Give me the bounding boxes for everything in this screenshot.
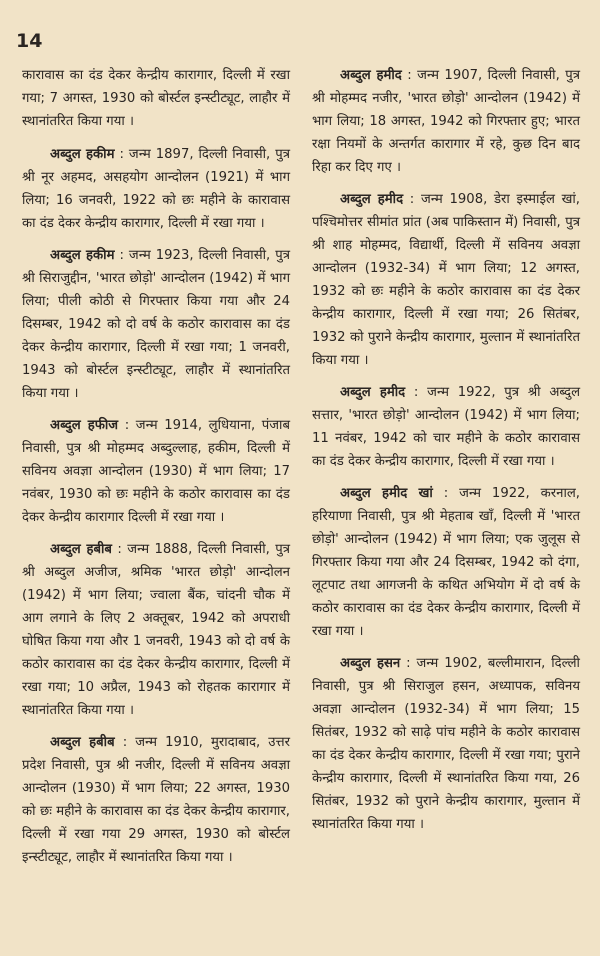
- entry-name: अब्दुल हबीब: [50, 542, 112, 557]
- page-number: 14: [16, 30, 43, 52]
- continued-text: कारावास का दंड देकर केन्द्रीय कारागार, दिल्ली में रखा गया; 7 अगस्त, 1930 को बोर्स्टल इन्स्टीट्यूट, लाहौर में स्थानांतरित किया गया ।: [22, 68, 290, 129]
- entry-text: : जन्म 1922, पुत्र श्री अब्दुल सत्तार, 'भारत छोड़ो' आन्दोलन (1942) में भाग लिया; 11 नवंबर, 1942 को चार महीने के कठोर कारावास का दंड देकर केन्द्रीय कारागार, दिल्ली में रखा गया ।: [312, 385, 581, 469]
- entry-text: : जन्म 1888, दिल्ली निवासी, पुत्र श्री अब्दुल अजीज, श्रमिक 'भारत छोड़ो' आन्दोलन (1942) में भाग लिया; ज्वाला बैंक, चांदनी चौक में आग लगाने के लिए 2 अक्तूबर, 1942 को अपराधी घोषित किया गया और 1 जनवरी, 1943 को दो वर्ष के कठोर कारावास का दंड देकर केन्द्रीय कारागार, दिल्ली में रखा गया; 10 अप्रैल, 1943 को रोहतक कारागार में स्थानांतरित किया गया ।: [22, 542, 290, 718]
- entry: [22, 244, 290, 405]
- entry-name: अब्दुल हमीद खां: [340, 486, 433, 501]
- entry-name: अब्दुल हकीम: [50, 248, 115, 263]
- entry-text: : जन्म 1922, करनाल, हरियाणा निवासी, पुत्र श्री मेहताब खाँ, दिल्ली में 'भारत छोड़ो' आन्दोलन (1942) में भाग लिया; एक जुलूस से गिरफ्तार किया गया और 24 दिसम्बर, 1942 को दंगा, लूटपाट तथा आगजनी के कथित अभियोग में दो वर्ष के कठोर कारावास का दंड देकर केन्द्रीय कारागार, दिल्ली में रखा गया ।: [312, 486, 580, 639]
- entry-name: अब्दुल हमीद: [340, 68, 402, 83]
- entry-name: अब्दुल हमीद: [340, 385, 406, 400]
- entry-name: अब्दुल हफीज: [50, 418, 119, 433]
- entry: [22, 731, 290, 869]
- entry-text: : जन्म 1902, बल्लीमारान, दिल्ली निवासी, पुत्र श्री सिराजुल हसन, अध्यापक, सविनय अवज्ञा आन्दोलन (1932-34) में भाग लिया; 15 सितंबर, 1932 को साढ़े पांच महीने के कठोर कारावास का दंड देकर केन्द्रीय कारागार, दिल्ली में रखा गया; पुराने केन्द्रीय कारागार, दिल्ली में स्थानांतरित किया गया, 26 सितंबर, 1932 को पुराने केन्द्रीय कारागार, मुल्तान में स्थानांतरित किया गया ।: [312, 656, 580, 832]
- entry: [312, 381, 580, 473]
- entry-text: : जन्म 1907, दिल्ली निवासी, पुत्र श्री मोहम्मद नजीर, 'भारत छोड़ो' आन्दोलन (1942) में भाग लिया; 18 अगस्त, 1942 को गिरफ्तार हुए; भारत रक्षा नियमों के अन्तर्गत कारागार में रहे, कुछ दिन बाद रिहा कर दिए गए ।: [312, 68, 580, 175]
- entry-text: : जन्म 1910, मुरादाबाद, उत्तर प्रदेश निवासी, पुत्र श्री नजीर, दिल्ली में सविनय अवज्ञा आन्दोलन (1930) में भाग लिया; 22 अगस्त, 1930 को छः महीने के कारावास का दंड देकर केन्द्रीय कारागार, दिल्ली में रखा गया 29 अगस्त, 1930 को बोर्स्टल इन्स्टीट्यूट, लाहौर में स्थानांतरित किया गया ।: [22, 735, 290, 865]
- entry-name: अब्दुल हकीम: [50, 147, 115, 162]
- entry-text: : जन्म 1923, दिल्ली निवासी, पुत्र श्री सिराजुद्दीन, 'भारत छोड़ो' आन्दोलन (1942) में भाग लिया; पीली कोठी से गिरफ्तार किया गया और 24 दिसम्बर, 1942 को दो वर्ष के कठोर कारावास का दंड देकर केन्द्रीय कारागार, दिल्ली में रखा गया; 1 जनवरी, 1943 को बोर्स्टल इन्स्टीट्यूट, लाहौर में स्थानांतरित किया गया ।: [22, 248, 290, 401]
- entry: [312, 652, 580, 836]
- entry-name: अब्दुल हमीद: [340, 192, 404, 207]
- right-column: [312, 64, 580, 845]
- entry: [312, 64, 580, 179]
- entry-text: : जन्म 1908, डेरा इस्माईल खां, पश्चिमोत्तर सीमांत प्रांत (अब पाकिस्तान में) निवासी, पुत्र श्री शाह मोहम्मद, विद्यार्थी, दिल्ली में सविनय अवज्ञा आन्दोलन (1932-34) में भाग लिया; 12 अगस्त, 1932 को छः महीने के कठोर कारावास का दंड देकर केन्द्रीय कारागार, दिल्ली में रखा गया; 26 सितंबर, 1932 को पुराने केन्द्रीय कारागार, मुल्तान में स्थानांतरित किया गया ।: [312, 192, 580, 368]
- entry: [22, 414, 290, 529]
- entry-name: अब्दुल हसन: [340, 656, 401, 671]
- entry-text: : जन्म 1914, लुधियाना, पंजाब निवासी, पुत्र श्री मोहम्मद अब्दुल्लाह, हकीम, दिल्ली में सविनय अवज्ञा आन्दोलन (1930) में भाग लिया; 17 नवंबर, 1930 को छः महीने के कठोर कारावास का दंड देकर केन्द्रीय कारागार दिल्ली में रखा गया ।: [22, 418, 290, 525]
- entry: [312, 188, 580, 372]
- left-column: [22, 64, 290, 878]
- entry-text: : जन्म 1897, दिल्ली निवासी, पुत्र श्री नूर अहमद, असहयोग आन्दोलन (1921) में भाग लिया; 16 जनवरी, 1922 को छः महीने के कारावास का दंड देकर केन्द्रीय कारागार, दिल्ली में रखा गया ।: [22, 147, 290, 231]
- entry: [22, 538, 290, 722]
- entry: [312, 482, 580, 643]
- entry-name: अब्दुल हबीब: [50, 735, 115, 750]
- entry: [22, 143, 290, 235]
